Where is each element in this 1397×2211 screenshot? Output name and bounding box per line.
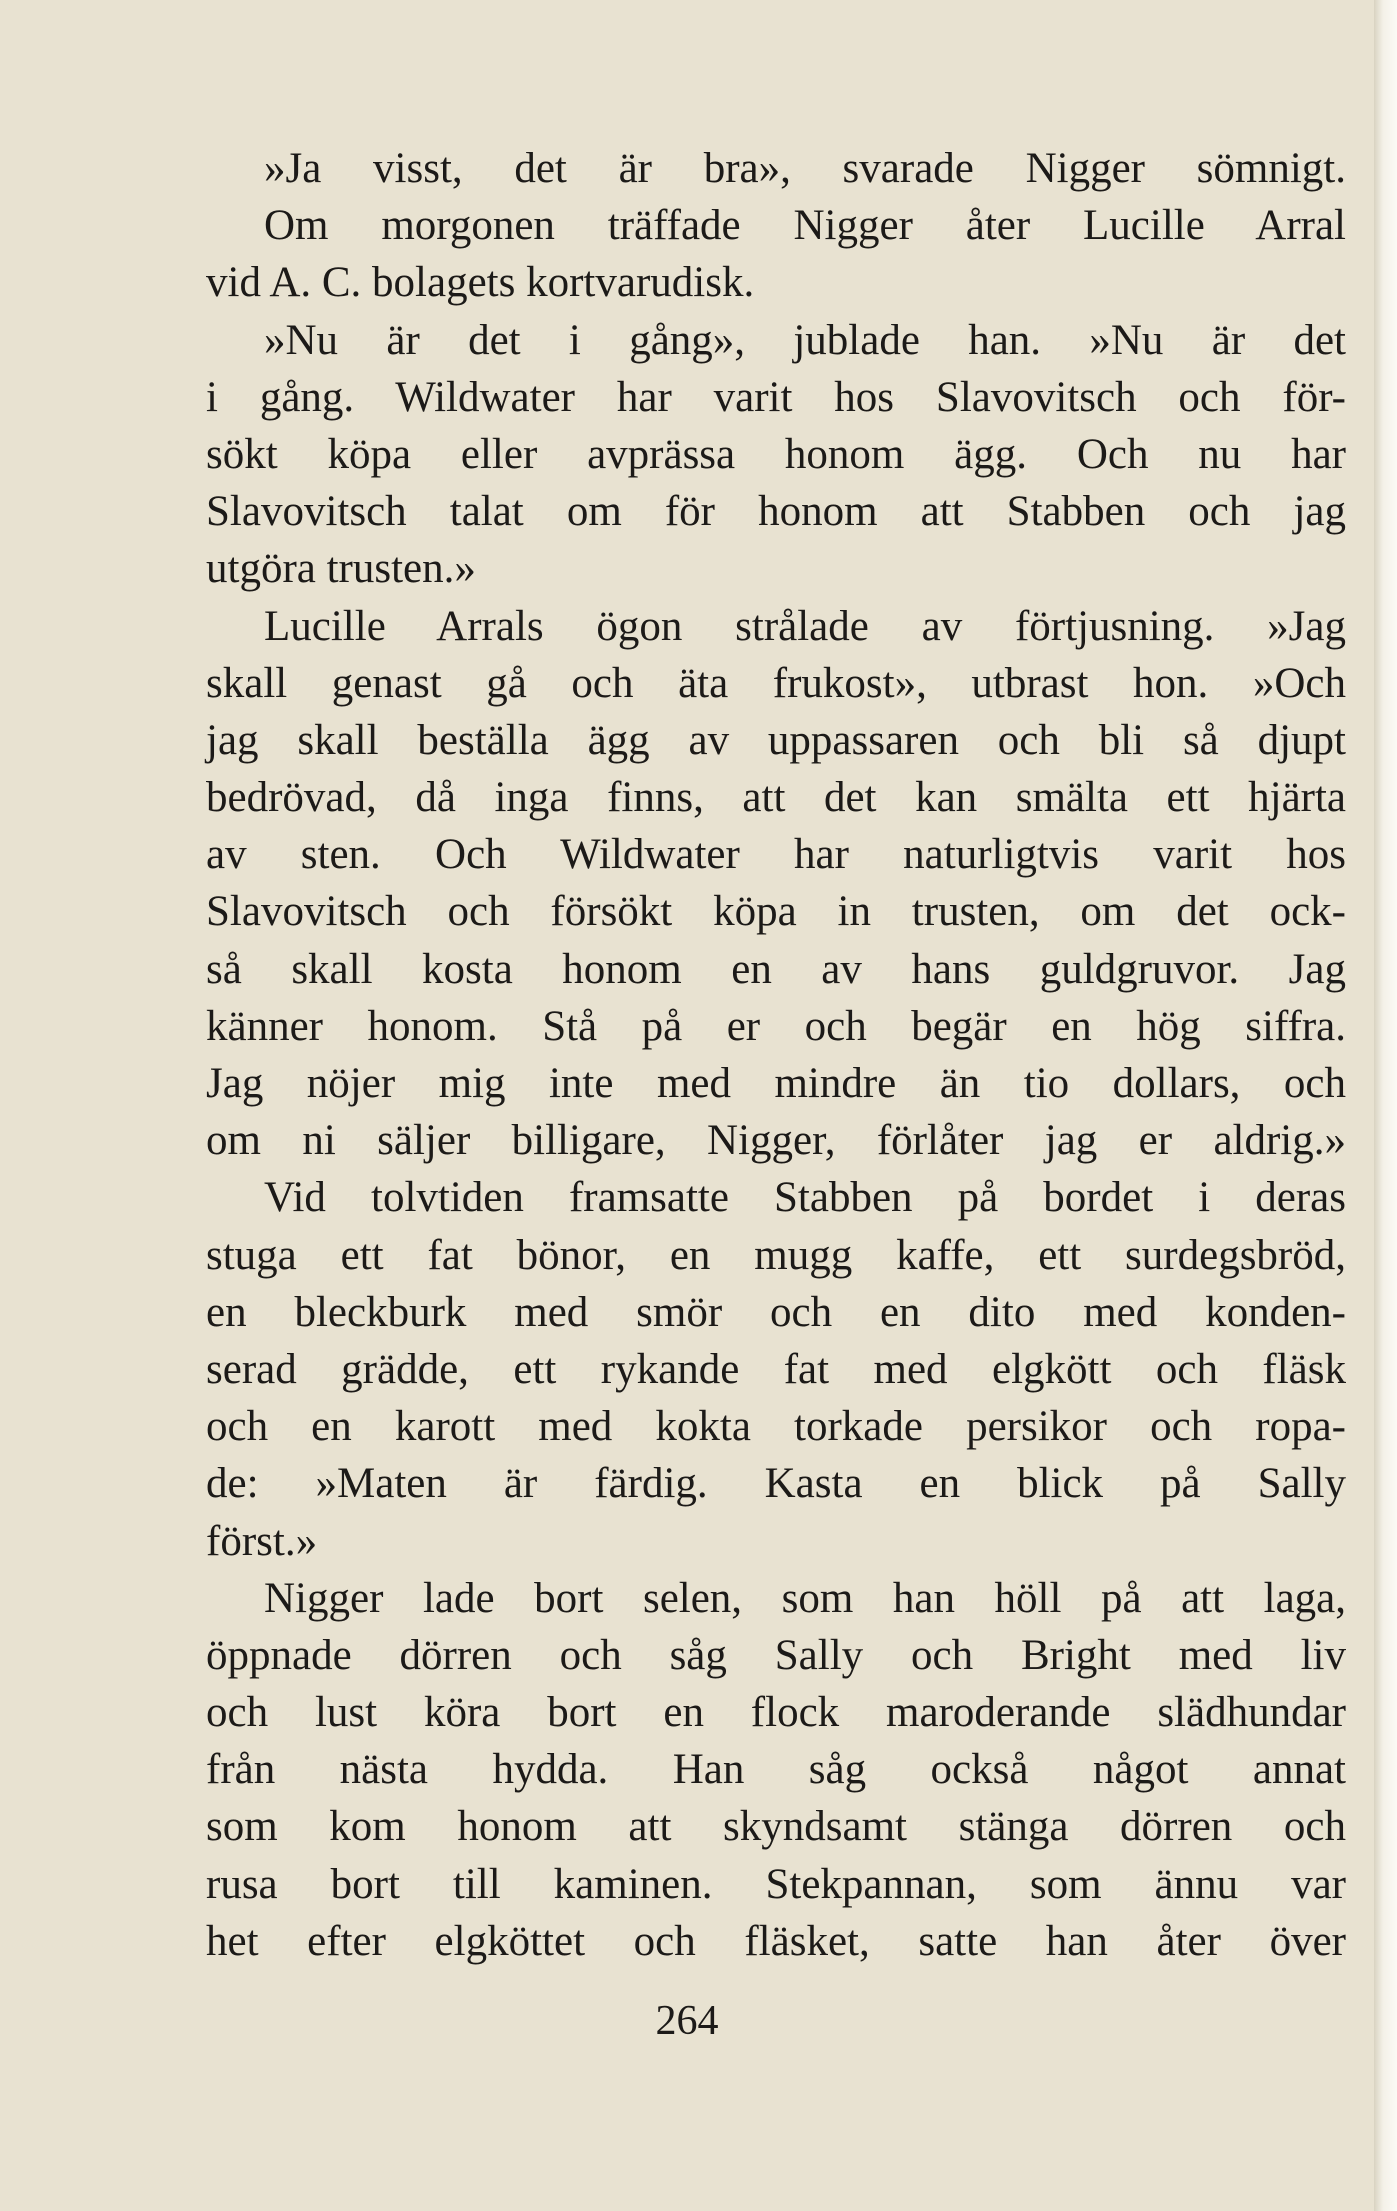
text-line: Slavovitsch talat om för honom att Stabben och jag (206, 488, 1346, 536)
text-line: stuga ett fat bönor, en mugg kaffe, ett surdegsbröd, (206, 1231, 1346, 1279)
text-line: vid A. C. bolagets kortvarudisk. (206, 259, 755, 307)
text-line: rusa bort till kaminen. Stekpannan, som ännu var (206, 1860, 1346, 1908)
text-line: de: »Maten är färdig. Kasta en blick på Sally (206, 1460, 1346, 1508)
text-line: Vid tolvtiden framsatte Stabben på bordet i deras (264, 1174, 1346, 1222)
text-line: om ni säljer billigare, Nigger, förlåter jag er aldrig.» (206, 1117, 1346, 1165)
text-line: Slavovitsch och försökt köpa in trusten, om det ock- (206, 888, 1346, 936)
text-line: Jag nöjer mig inte med mindre än tio dollars, och (206, 1060, 1346, 1107)
text-line: het efter elgköttet och fläsket, satte han åter över (206, 1917, 1346, 1965)
text-line: bedrövad, då inga finns, att det kan smälta ett hjärta (206, 774, 1346, 822)
text-line: som kom honom att skyndsamt stänga dörren och (206, 1803, 1346, 1851)
text-line: först.» (206, 1517, 318, 1565)
text-line: »Ja visst, det är bra», svarade Nigger sömnigt. (264, 145, 1346, 192)
text-line: skall genast gå och äta frukost», utbrast hon. »Och (206, 659, 1346, 707)
text-line: en bleckburk med smör och en dito med konden- (206, 1288, 1346, 1336)
text-line: jag skall beställa ägg av uppassaren och bli så djupt (206, 716, 1346, 764)
page-number: 264 (655, 1998, 719, 2044)
text-line: av sten. Och Wildwater har naturligtvis varit hos (206, 831, 1346, 879)
text-line: i gång. Wildwater har varit hos Slavovitsch och för- (206, 373, 1346, 421)
page-edge (1374, 0, 1397, 2211)
text-line: Nigger lade bort selen, som han höll på att laga, (264, 1574, 1346, 1622)
text-line: och en karott med kokta torkade persikor och ropa- (206, 1403, 1346, 1451)
text-line: och lust köra bort en flock maroderande slädhundar (206, 1689, 1346, 1737)
text-line: så skall kosta honom en av hans guldgruvor. Jag (206, 945, 1346, 993)
text-line: »Nu är det i gång», jublade han. »Nu är det (264, 316, 1346, 364)
text-line: från nästa hydda. Han såg också något annat (206, 1746, 1346, 1794)
text-line: öppnade dörren och såg Sally och Bright med liv (206, 1631, 1346, 1679)
text-line: Lucille Arrals ögon strålade av förtjusning. »Jag (264, 602, 1346, 650)
text-line: Om morgonen träffade Nigger åter Lucille Arral (264, 202, 1346, 250)
text-line: sökt köpa eller avprässa honom ägg. Och nu har (206, 430, 1346, 478)
text-line: serad grädde, ett rykande fat med elgkött och fläsk (206, 1345, 1346, 1393)
text-line: utgöra trusten.» (206, 545, 476, 593)
body-text (206, 140, 1346, 1970)
text-line: känner honom. Stå på er och begär en hög siffra. (206, 1002, 1346, 1050)
